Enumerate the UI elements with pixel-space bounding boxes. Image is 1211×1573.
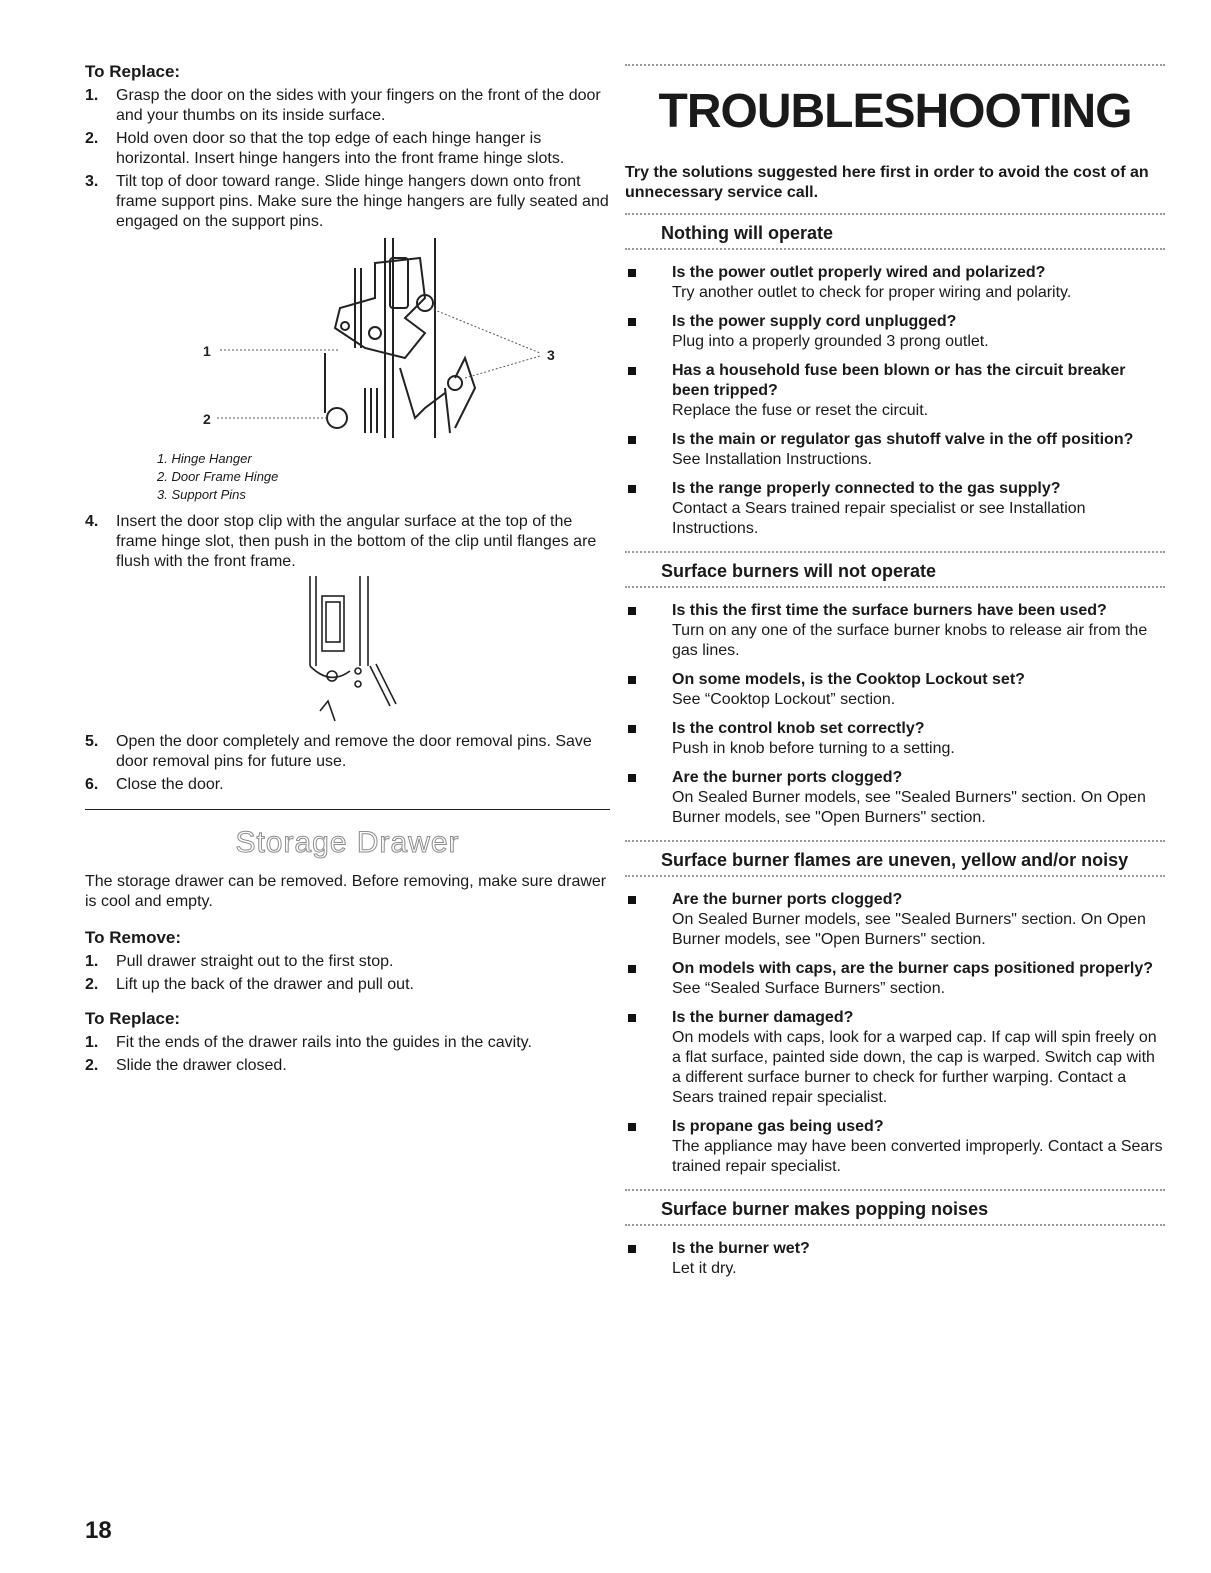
bullet-icon [628,485,636,493]
question: Is the range properly connected to the gas supply? [672,480,1061,497]
qa-item [625,1008,1165,1108]
step-number: 2. [85,130,99,147]
caption: 3. Support Pins [157,487,246,502]
qa-item [625,263,1165,303]
answer: Try another outlet to check for proper wiring and polarity. [672,284,1072,301]
question: Is the power supply cord unplugged? [672,313,957,330]
top-dotted-rule [625,64,1165,69]
question: Are the burner ports clogged? [672,769,903,786]
step-text: Fit the ends of the drawer rails into the guides in the cavity. [116,1034,532,1051]
answer: On Sealed Burner models, see "Sealed Burners" section. On Open Burner models, see "Open Burners" section. [672,911,1146,948]
step-item [85,732,610,772]
step-number: 2. [85,1057,99,1074]
section-heading: Surface burner makes popping noises [661,1199,989,1219]
bullet-icon [628,436,636,444]
answer: Push in knob before turning to a setting. [672,740,955,757]
answer: Plug into a properly grounded 3 prong outlet. [672,333,989,350]
answer: See “Sealed Surface Burners” section. [672,980,946,997]
right-column [625,64,1165,1291]
dotted-rule [625,875,1165,880]
question: Is the burner wet? [672,1240,810,1257]
step-text: Pull drawer straight out to the first stop. [116,953,394,970]
replace2-steps [85,1033,610,1076]
step-item [85,775,610,795]
answer: The appliance may have been converted improperly. Contact a Sears trained repair specialist. [672,1138,1163,1175]
bullet-icon [628,725,636,733]
bullet-icon [628,676,636,684]
door-stop-clip-illustration [280,576,420,726]
step-item [85,172,610,232]
step-text: Open the door completely and remove the door removal pins. Save door removal pins for future use. [116,733,592,770]
clip-figure [85,576,610,726]
step-number: 1. [85,953,99,970]
qa-list [625,1239,1165,1279]
dotted-rule [625,586,1165,591]
caption: 2. Door Frame Hinge [157,469,279,484]
replace-steps-a [85,86,610,232]
section-nothing-will-operate [625,213,1165,539]
troubleshooting-intro: Try the solutions suggested here first in order to avoid the cost of an unnecessary service call. [625,164,1149,201]
dotted-rule [625,1224,1165,1229]
step-number: 4. [85,513,99,530]
qa-list [625,601,1165,828]
question: Is the power outlet properly wired and polarized? [672,264,1046,281]
step-text: Close the door. [116,776,224,793]
step-item [85,975,610,995]
section-popping-noises [625,1189,1165,1279]
troubleshooting-title: TROUBLESHOOTING [658,85,1132,138]
figure-captions [157,450,610,504]
question: Is this the first time the surface burners have been used? [672,602,1107,619]
bullet-icon [628,269,636,277]
step-text: Grasp the door on the sides with your fingers on the front of the door and your thumbs on its inside surface. [116,87,601,124]
answer: Replace the fuse or reset the circuit. [672,402,929,419]
replace-steps-b [85,512,610,572]
replace-heading: To Replace: [85,62,181,81]
dotted-rule [625,248,1165,253]
step-text: Hold oven door so that the top edge of each hinge hanger is horizontal. Insert hinge hangers into the front frame hinge slots. [116,130,565,167]
question: Is the burner damaged? [672,1009,854,1026]
bullet-icon [628,1014,636,1022]
bullet-icon [628,896,636,904]
answer: See “Cooktop Lockout” section. [672,691,896,708]
question: On models with caps, are the burner caps positioned properly? [672,960,1153,977]
qa-item [625,361,1165,421]
step-text: Lift up the back of the drawer and pull out. [116,976,414,993]
question: Is the main or regulator gas shutoff valve in the off position? [672,431,1134,448]
qa-list [625,263,1165,539]
hinge-figure [85,238,610,450]
answer: On Sealed Burner models, see "Sealed Burners" section. On Open Burner models, see "Open Burners" section. [672,789,1146,826]
storage-drawer-title: Storage Drawer [235,826,460,859]
qa-item [625,670,1165,710]
replace2-heading: To Replace: [85,1009,181,1028]
step-item [85,952,610,972]
qa-item [625,479,1165,539]
section-heading: Surface burners will not operate [661,561,937,581]
bullet-icon [628,774,636,782]
step-number: 6. [85,776,99,793]
step-item [85,129,610,169]
question: Is propane gas being used? [672,1118,884,1135]
bullet-icon [628,1123,636,1131]
question: Has a household fuse been blown or has the circuit breaker been tripped? [672,362,1126,399]
answer: Let it dry. [672,1260,737,1277]
step-number: 5. [85,733,99,750]
section-flames-uneven [625,840,1165,1177]
step-item [85,512,610,572]
bullet-icon [628,318,636,326]
section-divider [85,809,610,810]
remove-heading: To Remove: [85,928,182,947]
bullet-icon [628,965,636,973]
storage-intro: The storage drawer can be removed. Before removing, make sure drawer is cool and empty. [85,873,607,910]
replace-steps-c [85,732,610,795]
qa-item [625,312,1165,352]
answer: Turn on any one of the surface burner knobs to release air from the gas lines. [672,622,1148,659]
question: Is the control knob set correctly? [672,720,925,737]
step-item [85,1056,610,1076]
step-text: Insert the door stop clip with the angular surface at the top of the frame hinge slot, then push in the bottom of the clip until flanges are flush with the front frame. [116,513,597,570]
step-item [85,86,610,126]
left-column [85,62,610,1079]
bullet-icon [628,1245,636,1253]
answer: See Installation Instructions. [672,451,873,468]
step-text: Slide the drawer closed. [116,1057,287,1074]
qa-item [625,719,1165,759]
qa-list [625,890,1165,1177]
bullet-icon [628,607,636,615]
qa-item [625,1117,1165,1177]
callout-2: 2 [203,411,211,427]
caption: 1. Hinge Hanger [157,451,252,466]
step-number: 1. [85,1034,99,1051]
question: On some models, is the Cooktop Lockout set? [672,671,1025,688]
page-number: 18 [85,1517,112,1544]
step-item [85,1033,610,1053]
question: Are the burner ports clogged? [672,891,903,908]
qa-item [625,890,1165,950]
section-heading: Nothing will operate [661,223,834,243]
section-surface-burners-will-not-operate [625,551,1165,828]
answer: Contact a Sears trained repair specialist or see Installation Instructions. [672,500,1086,537]
qa-item [625,768,1165,828]
step-number: 3. [85,173,99,190]
step-number: 1. [85,87,99,104]
step-text: Tilt top of door toward range. Slide hinge hangers down onto front frame support pins. Make sure the hinge hangers are fully seated and engaged on the support pins. [116,173,609,230]
qa-item [625,430,1165,470]
qa-item [625,1239,1165,1279]
callout-1: 1 [203,343,211,359]
step-number: 2. [85,976,99,993]
qa-item [625,959,1165,999]
remove-steps [85,952,610,995]
qa-item [625,601,1165,661]
answer: On models with caps, look for a warped cap. If cap will spin freely on a flat surface, painted side down, the cap is warped. Switch cap with a different surface burner to check for further warping. Contact a Sears trained repair specialist. [672,1029,1157,1106]
bullet-icon [628,367,636,375]
callout-3: 3 [547,347,555,363]
section-heading: Surface burner flames are uneven, yellow and/or noisy [661,850,1129,870]
hinge-illustration [185,238,605,450]
